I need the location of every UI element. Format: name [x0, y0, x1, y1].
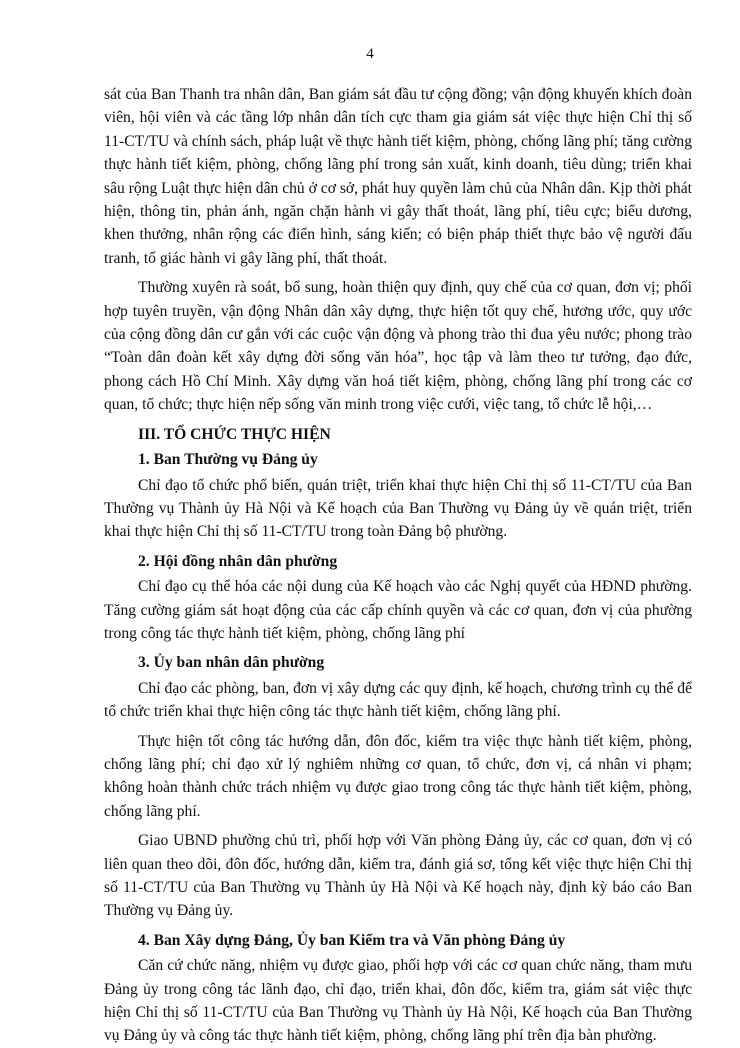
paragraph-regulations: Thường xuyên rà soát, bổ sung, hoàn thiện quy định, quy chế của cơ quan, đơn vị; phối hợp tuyên truyền, vận động Nhân dân xây dựng, thực hiện tốt quy chế, hương ước, quy ước của cộng đồng dân cư gắn với các cuộc vận động và phong trào thi đua yêu nước; phong trào “Toàn dân đoàn kết xây dựng đời sống văn hóa”, học tập và làm theo tư tưởng, đạo đức, phong cách Hồ Chí Minh. Xây dựng văn hoá tiết kiệm, phòng, chống lãng phí trong các cơ quan, tổ chức; thực hiện nếp sống văn minh trong việc cưới, việc tang, tổ chức lễ hội,…: [104, 279, 692, 414]
subheading-uy-ban-nhan-dan: 3. Ủy ban nhân dân phường: [138, 654, 325, 672]
paragraph-ban-xay-dung-dang: Căn cứ chức năng, nhiệm vụ được giao, phối hợp với các cơ quan chức năng, tham mưu Đảng ủy trong công tác lãnh đạo, chỉ đạo, triển khai, đôn đốc, kiểm tra, giám sát việc thực hiện Chỉ thị số 11-CT/TU của Ban Thường vụ Thành ủy Hà Nội, Kế hoạch của Ban Thường vụ Đảng ủy và công tác thực hành tiết kiệm, phòng, chống lãng phí trên địa bàn phường.: [104, 957, 692, 1045]
subheading-ban-thuong-vu: 1. Ban Thường vụ Đảng ủy: [138, 451, 318, 469]
subheading-hoi-dong-nhan-dan: 2. Hội đồng nhân dân phường: [138, 552, 338, 570]
paragraph-ubnd-chi-dao: Chỉ đạo các phòng, ban, đơn vị xây dựng các quy định, kế hoạch, chương trình cụ thể để tổ chức triển khai thực hiện công tác thực hành tiết kiệm, chống lãng phí.: [104, 679, 692, 721]
paragraph-ubnd-huong-dan: Thực hiện tốt công tác hướng dẫn, đôn đốc, kiểm tra việc thực hành tiết kiệm, phòng, chống lãng phí; chỉ đạo xử lý nghiêm những cơ quan, tổ chức, đơn vị, cá nhân vi phạm; không hoàn thành chức trách nhiệm vụ được giao trong công tác thực hành tiết kiệm, phòng, chống lãng phí.: [104, 732, 692, 820]
subheading-ban-xay-dung-dang: 4. Ban Xây dựng Đảng, Ủy ban Kiểm tra và Văn phòng Đảng ủy: [138, 931, 566, 949]
paragraph-hoi-dong-nhan-dan: Chỉ đạo cụ thể hóa các nội dung của Kế hoạch vào các Nghị quyết của HĐND phường. Tăng cường giám sát hoạt động của các cấp chính quyền và các cơ quan, đơn vị của phường trong công tác thực hành tiết kiệm, phòng, chống lãng phí: [104, 578, 692, 642]
paragraph-continuation: sát của Ban Thanh tra nhân dân, Ban giám sát đầu tư cộng đồng; vận động khuyến khích đoàn viên, hội viên và các tầng lớp nhân dân tích cực tham gia giám sát việc thực hiện Chỉ thị số 11-CT/TU và chính sách, pháp luật về thực hành tiết kiệm, phòng, chống lãng phí; tăng cường thực hành tiết kiệm, phòng, chống lãng phí trong sản xuất, kinh doanh, tiêu dùng; triển khai sâu rộng Luật thực hiện dân chủ ở cơ sở, phát huy quyền làm chủ của Nhân dân. Kịp thời phát hiện, thông tin, phản ánh, ngăn chặn hành vi gây thất thoát, lãng phí, tiêu cực; biểu dương, khen thưởng, nhân rộng các điển hình, sáng kiến; có biện pháp thiết thực bảo vệ người đấu tranh, tố giác hành vi gây lãng phí, thất thoát.: [104, 86, 692, 267]
page-number: 4: [366, 46, 374, 62]
paragraph-ban-thuong-vu: Chỉ đạo tổ chức phổ biến, quán triệt, triển khai thực hiện Chỉ thị số 11-CT/TU của Ban Thường vụ Thành ủy Hà Nội và Kế hoạch của Ban Thường vụ Đảng ủy về quán triệt, triển khai thực hiện Chỉ thị số 11-CT/TU trong toàn Đảng bộ phường.: [104, 476, 692, 541]
section-heading: III. TỔ CHỨC THỰC HIỆN: [138, 425, 331, 443]
paragraph-ubnd-giao: Giao UBND phường chủ trì, phối hợp với Văn phòng Đảng ủy, các cơ quan, đơn vị có liên quan theo dõi, đôn đốc, hướng dẫn, kiểm tra, đánh giá sơ, tổng kết việc thực hiện Chỉ thị số 11-CT/TU của Ban Thường vụ Thành ủy Hà Nội và Kế hoạch này, định kỳ báo cáo Ban Thường vụ Đảng ủy.: [104, 832, 692, 920]
